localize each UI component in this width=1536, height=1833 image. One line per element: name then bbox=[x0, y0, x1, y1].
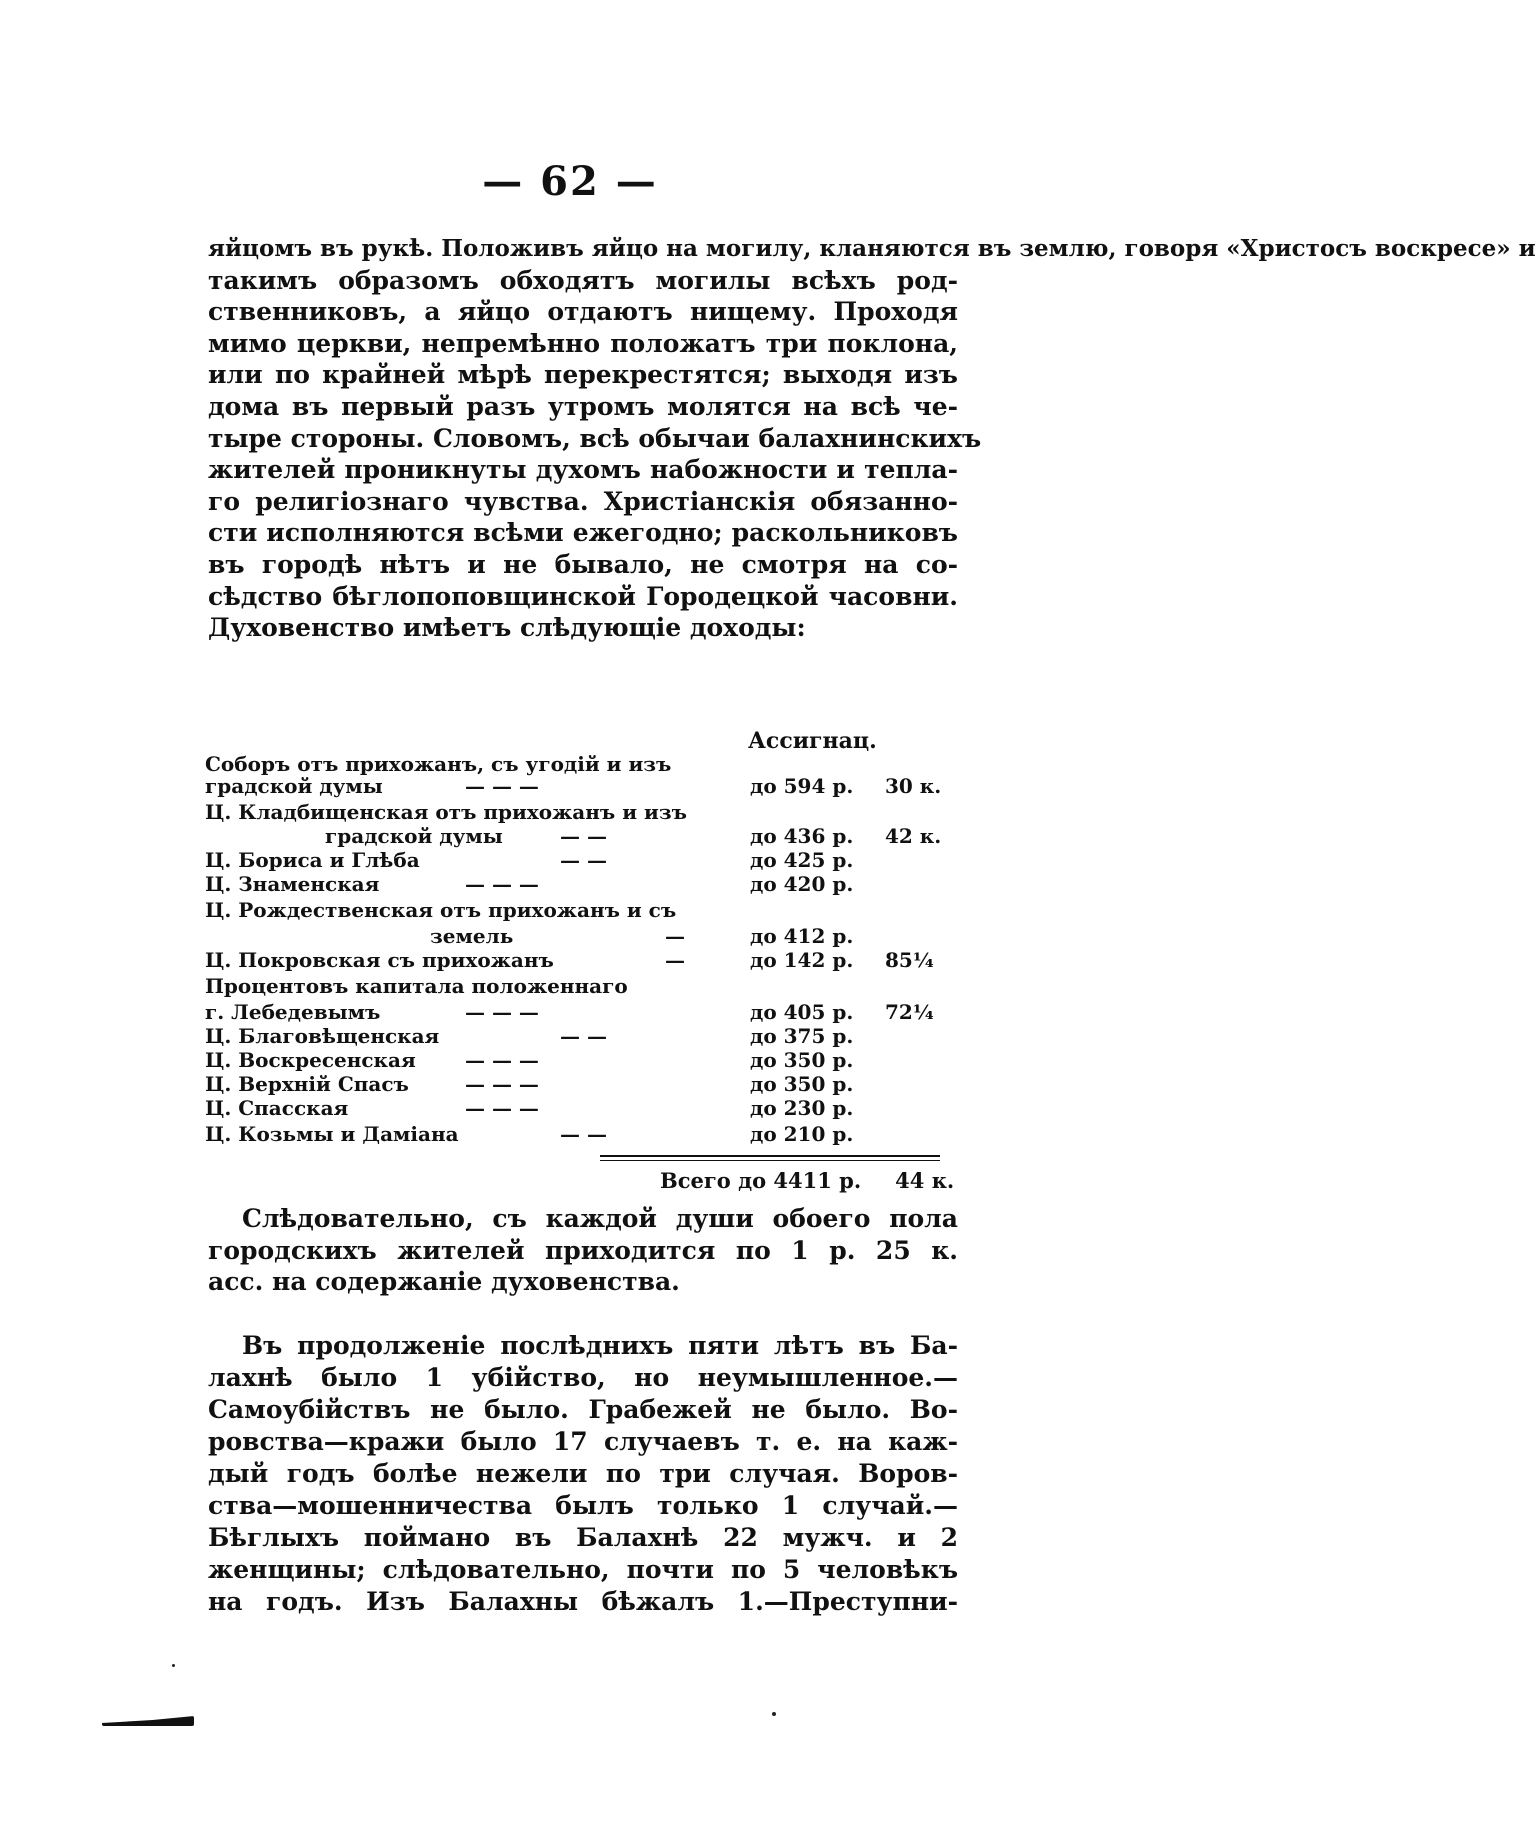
leader-dashes: — — — bbox=[465, 1048, 539, 1072]
text-line: Бѣглыхъ поймано въ Балахнѣ 22 мужч. и 2 bbox=[208, 1523, 958, 1552]
table-row bbox=[205, 774, 965, 800]
table-row bbox=[205, 800, 965, 826]
amount: до 210 р. bbox=[750, 1122, 854, 1146]
ink-speck bbox=[172, 1664, 175, 1667]
table-total bbox=[660, 1168, 954, 1193]
church-name: Ц. Рождественская отъ прихожанъ и съ bbox=[205, 898, 677, 922]
leader-dashes: — — — bbox=[465, 1096, 539, 1120]
amount: до 436 р. bbox=[750, 824, 854, 848]
kopecks: 72¼ bbox=[885, 1000, 934, 1024]
table-row bbox=[205, 974, 965, 1000]
amount: до 412 р. bbox=[750, 924, 854, 948]
amount: до 230 р. bbox=[750, 1096, 854, 1120]
table-row bbox=[205, 1096, 965, 1122]
table-row bbox=[205, 824, 965, 850]
church-name: градской думы bbox=[325, 824, 503, 848]
text-line: асс. на содержаніе духовенства. bbox=[208, 1267, 680, 1297]
table-row bbox=[205, 898, 965, 924]
total-rule bbox=[600, 1155, 940, 1157]
text-line: ственниковъ, а яйцо отдаютъ нищему. Проходя bbox=[208, 297, 958, 327]
text-line: Въ продолженіе послѣднихъ пяти лѣтъ въ Ба- bbox=[242, 1331, 958, 1360]
text-line: го религіознаго чувства. Христіанскія обязанно- bbox=[208, 486, 958, 516]
ink-speck bbox=[772, 1712, 776, 1716]
table-row bbox=[205, 924, 965, 950]
church-name: Ц. Благовѣщенская bbox=[205, 1024, 440, 1048]
leader-dashes: — — — bbox=[465, 774, 539, 798]
leader-dashes: — — bbox=[560, 824, 607, 848]
amount: до 350 р. bbox=[750, 1048, 854, 1072]
text-line: женщины; слѣдовательно, почти по 5 человѣкъ bbox=[208, 1555, 958, 1584]
amount: до 405 р. bbox=[750, 1000, 854, 1024]
text-line: Самоубійствъ не было. Грабежей не было. Во- bbox=[208, 1395, 958, 1424]
church-name: Ц. Верхній Спасъ bbox=[205, 1072, 409, 1096]
text-line: въ городѣ нѣтъ и не бывало, не смотря на со- bbox=[208, 549, 958, 579]
text-line: Духовенство имѣетъ слѣдующіе доходы: bbox=[208, 613, 806, 643]
leader-dashes: — — bbox=[560, 1024, 607, 1048]
church-name: Ц. Покровская съ прихожанъ bbox=[205, 948, 554, 972]
leader-dashes: — — — bbox=[465, 872, 539, 896]
church-name: градской думы bbox=[205, 774, 383, 798]
text-line: такимъ образомъ обходятъ могилы всѣхъ род- bbox=[208, 265, 958, 295]
church-name: Процентовъ капитала положеннаго bbox=[205, 974, 628, 998]
text-line: сти исполняются всѣми ежегодно; раскольниковъ bbox=[208, 518, 958, 548]
text-line: тыре стороны. Словомъ, всѣ обычаи балахнинскихъ bbox=[208, 423, 982, 453]
table-row bbox=[205, 1072, 965, 1098]
church-name: Ц. Знаменская bbox=[205, 872, 380, 896]
table-row bbox=[205, 948, 965, 974]
church-name: г. Лебедевымъ bbox=[205, 1000, 381, 1024]
text-line: Слѣдовательно, съ каждой души обоего пола bbox=[242, 1204, 958, 1233]
amount: до 350 р. bbox=[750, 1072, 854, 1096]
text-line: дый годъ болѣе нежели по три случая. Воров- bbox=[208, 1459, 958, 1488]
church-name: Ц. Спасская bbox=[205, 1096, 349, 1120]
ink-smudge bbox=[102, 1716, 194, 1726]
paragraph-customs bbox=[208, 233, 1536, 644]
text-line: городскихъ жителей приходится по 1 р. 25 к. bbox=[208, 1235, 958, 1265]
page-number: — 62 — bbox=[482, 158, 658, 205]
text-line: жителей проникнуты духомъ набожности и тепла- bbox=[208, 455, 958, 485]
church-name: Ц. Воскресенская bbox=[205, 1048, 416, 1072]
leader-dashes: — — bbox=[560, 848, 607, 872]
column-header-assignations: Ассигнац. bbox=[748, 728, 877, 754]
leader-dashes: — — — bbox=[465, 1072, 539, 1096]
table-row bbox=[205, 1122, 965, 1148]
church-name: Ц. Бориса и Глѣба bbox=[205, 848, 420, 872]
table-row bbox=[205, 848, 965, 874]
total-rule bbox=[600, 1160, 940, 1161]
amount: до 425 р. bbox=[750, 848, 854, 872]
leader-dashes: — bbox=[665, 948, 685, 972]
church-name: Соборъ отъ прихожанъ, съ угодій и изъ bbox=[205, 752, 672, 776]
text-line: ровства—кражи было 17 случаевъ т. е. на каж- bbox=[208, 1427, 958, 1456]
text-line: дома въ первый разъ утромъ молятся на всѣ че- bbox=[208, 391, 958, 421]
total-kopecks: 44 к. bbox=[895, 1168, 955, 1193]
kopecks: 42 к. bbox=[885, 824, 942, 848]
text-line: или по крайней мѣрѣ перекрестятся; выходя изъ bbox=[208, 360, 958, 390]
text-line: на годъ. Изъ Балахны бѣжалъ 1.—Преступни- bbox=[208, 1587, 958, 1616]
table-row bbox=[205, 1048, 965, 1074]
church-name: Ц. Козьмы и Даміана bbox=[205, 1122, 459, 1146]
text-line: лахнѣ было 1 убійство, но неумышленное.— bbox=[208, 1363, 958, 1392]
paragraph-per-capita bbox=[208, 1203, 958, 1298]
kopecks: 30 к. bbox=[885, 774, 942, 798]
leader-dashes: — bbox=[665, 924, 685, 948]
amount: до 142 р. bbox=[750, 948, 854, 972]
church-name: земель bbox=[430, 924, 514, 948]
table-row bbox=[205, 1024, 965, 1050]
text-line: яйцомъ въ рукѣ. Положивъ яйцо на могилу, кланяются въ землю, говоря «Христосъ воскресе» и bbox=[208, 235, 1536, 262]
leader-dashes: — — bbox=[560, 1122, 607, 1146]
amount: до 420 р. bbox=[750, 872, 854, 896]
amount: до 375 р. bbox=[750, 1024, 854, 1048]
total-amount: Всего до 4411 р. bbox=[660, 1168, 862, 1193]
table-row bbox=[205, 872, 965, 898]
text-line: ства—мошенничества былъ только 1 случай.— bbox=[208, 1491, 958, 1520]
text-line: сѣдство бѣглопоповщинской Городецкой часовни. bbox=[208, 581, 958, 611]
church-name: Ц. Кладбищенская отъ прихожанъ и изъ bbox=[205, 800, 687, 824]
kopecks: 85¼ bbox=[885, 948, 934, 972]
table-row bbox=[205, 1000, 965, 1026]
amount: до 594 р. bbox=[750, 774, 854, 798]
text-line: мимо церкви, непремѣнно положатъ три поклона, bbox=[208, 328, 958, 358]
paragraph-crime bbox=[208, 1330, 958, 1618]
leader-dashes: — — — bbox=[465, 1000, 539, 1024]
